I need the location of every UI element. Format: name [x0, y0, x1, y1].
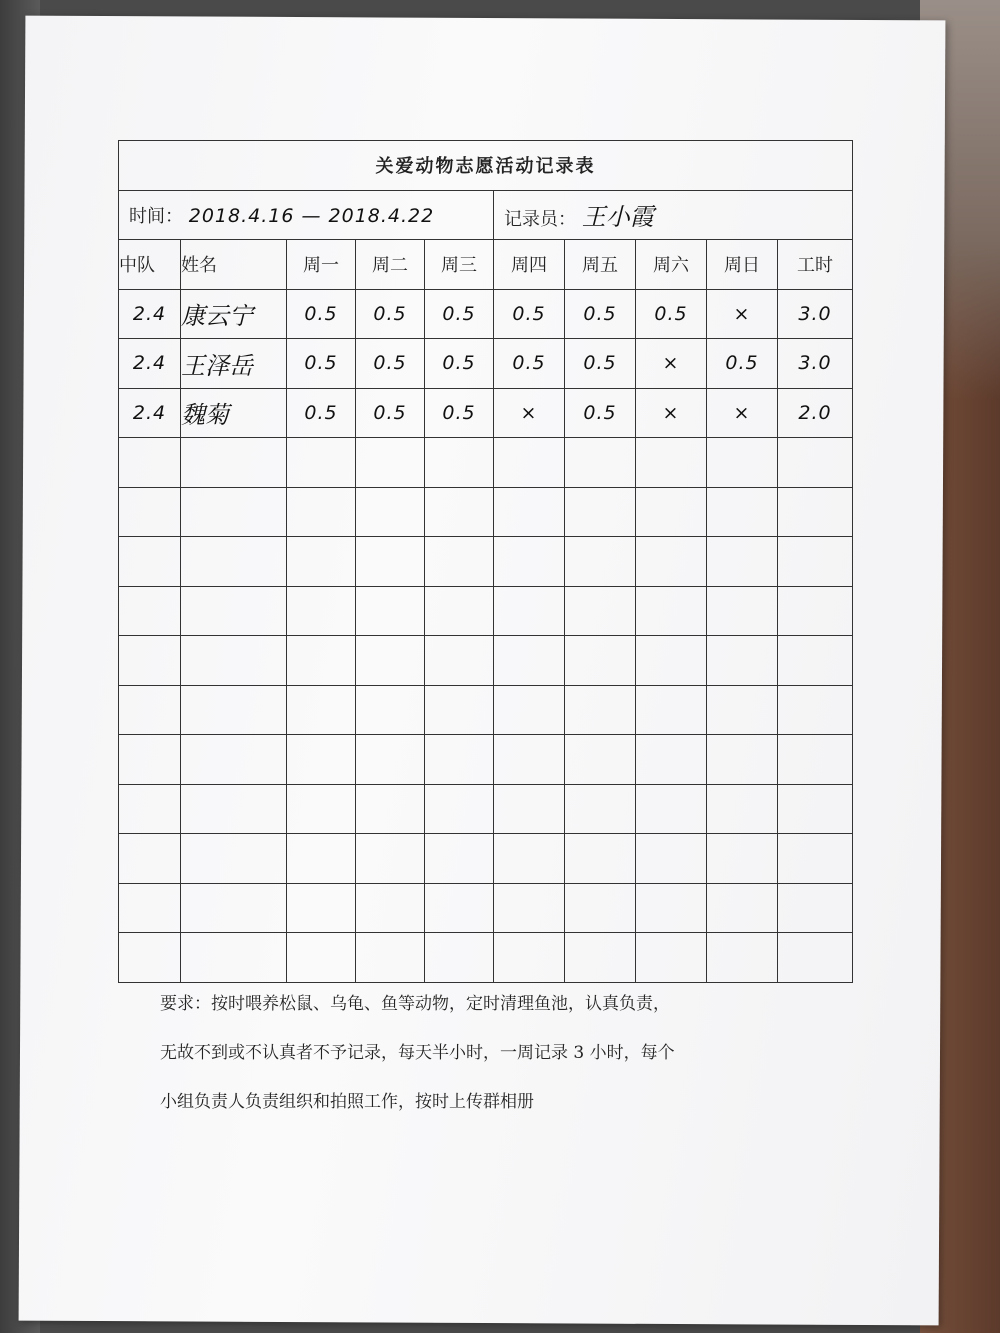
- empty-cell: [425, 537, 494, 587]
- empty-cell: [778, 438, 853, 488]
- squad-cell: [119, 388, 181, 438]
- day-cell-text: 0.5: [304, 352, 338, 375]
- day-cell-text: 0.5: [304, 401, 338, 424]
- empty-cell: [119, 784, 181, 834]
- day-cell-text: 0.5: [512, 352, 546, 375]
- empty-cell: [287, 933, 356, 983]
- empty-cell: [181, 933, 287, 983]
- empty-cell: [636, 487, 707, 537]
- header-row: [119, 240, 853, 290]
- day-cell: [287, 388, 356, 438]
- empty-cell: [565, 487, 636, 537]
- requirements-line-2: 无故不到或不认真者不予记录，每天半小时，一周记录 3 小时，每个: [160, 1043, 675, 1063]
- empty-cell: [181, 537, 287, 587]
- empty-cell: [119, 735, 181, 785]
- empty-cell: [636, 438, 707, 488]
- day-cell: [494, 388, 565, 438]
- empty-cell: [287, 636, 356, 686]
- day-cell-text: 0.5: [442, 352, 476, 375]
- empty-cell: [287, 784, 356, 834]
- empty-cell: [356, 883, 425, 933]
- time-field: [119, 190, 494, 240]
- header-squad: 中队: [119, 240, 181, 290]
- empty-cell: [565, 784, 636, 834]
- empty-cell: [778, 933, 853, 983]
- empty-cell: [707, 834, 778, 884]
- requirements-line-3: 小组负责人负责组织和拍照工作，按时上传群相册: [160, 1092, 534, 1112]
- day-cell-text: 0.5: [373, 302, 407, 325]
- day-cell-text: 0.5: [583, 401, 617, 424]
- record-table: [118, 140, 853, 983]
- hours-cell: [778, 339, 853, 389]
- empty-cell: [636, 883, 707, 933]
- empty-cell: [707, 438, 778, 488]
- empty-cell: [778, 735, 853, 785]
- empty-cell: [707, 784, 778, 834]
- empty-cell: [425, 784, 494, 834]
- empty-cell: [119, 834, 181, 884]
- empty-cell: [119, 438, 181, 488]
- day-cell: [425, 339, 494, 389]
- header-sun: 周日: [707, 240, 778, 290]
- empty-cell: [425, 883, 494, 933]
- empty-cell: [636, 586, 707, 636]
- empty-cell: [636, 784, 707, 834]
- day-cell: [707, 388, 778, 438]
- empty-row: [119, 438, 853, 488]
- day-cell-text: 0.5: [583, 302, 617, 325]
- empty-cell: [707, 933, 778, 983]
- hours-cell-text: 3.0: [798, 352, 832, 375]
- empty-row: [119, 586, 853, 636]
- recorder-field: [494, 190, 853, 240]
- empty-cell: [778, 784, 853, 834]
- empty-cell: [707, 586, 778, 636]
- empty-cell: [565, 735, 636, 785]
- empty-cell: [119, 883, 181, 933]
- empty-row: [119, 487, 853, 537]
- day-cell: [636, 339, 707, 389]
- empty-cell: [181, 487, 287, 537]
- empty-cell: [119, 487, 181, 537]
- empty-row: [119, 784, 853, 834]
- empty-row: [119, 834, 853, 884]
- empty-cell: [287, 685, 356, 735]
- empty-cell: [636, 636, 707, 686]
- empty-cell: [778, 636, 853, 686]
- header-name: 姓名: [181, 240, 287, 290]
- empty-cell: [425, 438, 494, 488]
- hours-cell: [778, 289, 853, 339]
- day-cell: [636, 289, 707, 339]
- day-cell-text: 0.5: [512, 302, 546, 325]
- record-table-wrapper: [118, 140, 852, 983]
- hours-cell: [778, 388, 853, 438]
- day-cell-text: 0.5: [583, 352, 617, 375]
- form-title: 关爱动物志愿活动记录表: [119, 141, 853, 191]
- table-row: [119, 388, 853, 438]
- empty-cell: [565, 685, 636, 735]
- empty-cell: [778, 685, 853, 735]
- empty-cell: [181, 834, 287, 884]
- empty-cell: [565, 438, 636, 488]
- empty-cell: [494, 784, 565, 834]
- day-cell: [425, 289, 494, 339]
- day-cell-text: ×: [733, 302, 751, 325]
- day-cell-text: 0.5: [442, 302, 476, 325]
- empty-cell: [707, 636, 778, 686]
- empty-cell: [707, 735, 778, 785]
- empty-row: [119, 933, 853, 983]
- empty-cell: [778, 487, 853, 537]
- empty-cell: [356, 735, 425, 785]
- day-cell-text: ×: [662, 401, 680, 424]
- day-cell: [636, 388, 707, 438]
- time-label: 时间：: [129, 205, 183, 227]
- empty-row: [119, 537, 853, 587]
- empty-cell: [287, 586, 356, 636]
- empty-cell: [707, 487, 778, 537]
- squad-cell-text: 2.4: [132, 401, 167, 424]
- name-cell: [181, 388, 287, 438]
- empty-cell: [565, 586, 636, 636]
- empty-cell: [356, 537, 425, 587]
- squad-cell: [119, 289, 181, 339]
- empty-cell: [494, 636, 565, 686]
- day-cell: [356, 339, 425, 389]
- day-cell-text: ×: [520, 401, 538, 424]
- day-cell: [565, 339, 636, 389]
- header-tue: 周二: [356, 240, 425, 290]
- header-mon: 周一: [287, 240, 356, 290]
- empty-cell: [356, 834, 425, 884]
- time-value: 2018.4.16 — 2018.4.22: [188, 204, 435, 227]
- empty-cell: [287, 438, 356, 488]
- empty-cell: [636, 834, 707, 884]
- empty-cell: [287, 883, 356, 933]
- empty-cell: [356, 438, 425, 488]
- empty-cell: [494, 834, 565, 884]
- empty-cell: [425, 636, 494, 686]
- empty-cell: [181, 784, 287, 834]
- day-cell: [565, 289, 636, 339]
- empty-cell: [356, 933, 425, 983]
- empty-row: [119, 883, 853, 933]
- empty-row: [119, 685, 853, 735]
- day-cell-text: ×: [733, 401, 751, 424]
- name-cell-text: 康云宁: [181, 302, 253, 331]
- empty-cell: [287, 735, 356, 785]
- recorder-value: 王小霞: [581, 203, 654, 232]
- empty-cell: [565, 834, 636, 884]
- day-cell: [494, 339, 565, 389]
- empty-cell: [425, 586, 494, 636]
- empty-cell: [636, 735, 707, 785]
- name-cell-text: 王泽岳: [181, 351, 253, 380]
- empty-cell: [707, 537, 778, 587]
- empty-cell: [181, 586, 287, 636]
- header-hours: 工时: [778, 240, 853, 290]
- empty-cell: [494, 933, 565, 983]
- empty-cell: [778, 537, 853, 587]
- empty-cell: [494, 487, 565, 537]
- header-thu: 周四: [494, 240, 565, 290]
- day-cell-text: 0.5: [373, 352, 407, 375]
- requirements-line-1: 要求：按时喂养松鼠、乌龟、鱼等动物，定时清理鱼池，认真负责，: [160, 994, 670, 1014]
- empty-cell: [707, 685, 778, 735]
- day-cell-text: 0.5: [654, 302, 688, 325]
- empty-cell: [287, 487, 356, 537]
- empty-cell: [181, 735, 287, 785]
- empty-cell: [356, 784, 425, 834]
- empty-cell: [181, 883, 287, 933]
- squad-cell-text: 2.4: [132, 302, 167, 325]
- table-row: [119, 339, 853, 389]
- empty-cell: [494, 586, 565, 636]
- empty-cell: [565, 537, 636, 587]
- empty-cell: [565, 933, 636, 983]
- empty-cell: [425, 487, 494, 537]
- day-cell-text: ×: [662, 352, 680, 375]
- day-cell: [287, 289, 356, 339]
- empty-cell: [425, 834, 494, 884]
- empty-cell: [356, 636, 425, 686]
- empty-cell: [425, 685, 494, 735]
- empty-cell: [494, 883, 565, 933]
- day-cell: [707, 339, 778, 389]
- empty-cell: [119, 586, 181, 636]
- requirements-note: [160, 980, 840, 1127]
- empty-cell: [707, 883, 778, 933]
- header-wed: 周三: [425, 240, 494, 290]
- day-cell: [707, 289, 778, 339]
- day-cell: [356, 289, 425, 339]
- recorder-label: 记录员：: [504, 209, 576, 231]
- empty-cell: [778, 834, 853, 884]
- empty-cell: [181, 685, 287, 735]
- empty-cell: [636, 685, 707, 735]
- empty-cell: [778, 586, 853, 636]
- empty-cell: [494, 438, 565, 488]
- empty-cell: [565, 636, 636, 686]
- empty-cell: [425, 933, 494, 983]
- day-cell: [287, 339, 356, 389]
- day-cell-text: 0.5: [725, 352, 759, 375]
- name-cell-text: 魏菊: [181, 401, 229, 430]
- empty-cell: [636, 537, 707, 587]
- header-sat: 周六: [636, 240, 707, 290]
- empty-cell: [778, 883, 853, 933]
- header-fri: 周五: [565, 240, 636, 290]
- day-cell: [356, 388, 425, 438]
- empty-cell: [425, 735, 494, 785]
- empty-cell: [119, 685, 181, 735]
- day-cell-text: 0.5: [442, 401, 476, 424]
- day-cell-text: 0.5: [304, 302, 338, 325]
- day-cell: [425, 388, 494, 438]
- squad-cell-text: 2.4: [132, 352, 167, 375]
- empty-cell: [287, 834, 356, 884]
- empty-row: [119, 636, 853, 686]
- empty-cell: [356, 586, 425, 636]
- day-cell-text: 0.5: [373, 401, 407, 424]
- squad-cell: [119, 339, 181, 389]
- empty-cell: [119, 537, 181, 587]
- empty-cell: [356, 487, 425, 537]
- empty-cell: [119, 933, 181, 983]
- empty-cell: [565, 883, 636, 933]
- hours-cell-text: 3.0: [798, 302, 832, 325]
- hours-cell-text: 2.0: [798, 401, 832, 424]
- empty-cell: [494, 537, 565, 587]
- empty-cell: [287, 537, 356, 587]
- empty-cell: [181, 636, 287, 686]
- day-cell: [494, 289, 565, 339]
- empty-cell: [181, 438, 287, 488]
- table-row: [119, 289, 853, 339]
- empty-cell: [356, 685, 425, 735]
- empty-cell: [494, 735, 565, 785]
- day-cell: [565, 388, 636, 438]
- empty-cell: [119, 636, 181, 686]
- empty-cell: [636, 933, 707, 983]
- name-cell: [181, 289, 287, 339]
- empty-row: [119, 735, 853, 785]
- empty-cell: [494, 685, 565, 735]
- name-cell: [181, 339, 287, 389]
